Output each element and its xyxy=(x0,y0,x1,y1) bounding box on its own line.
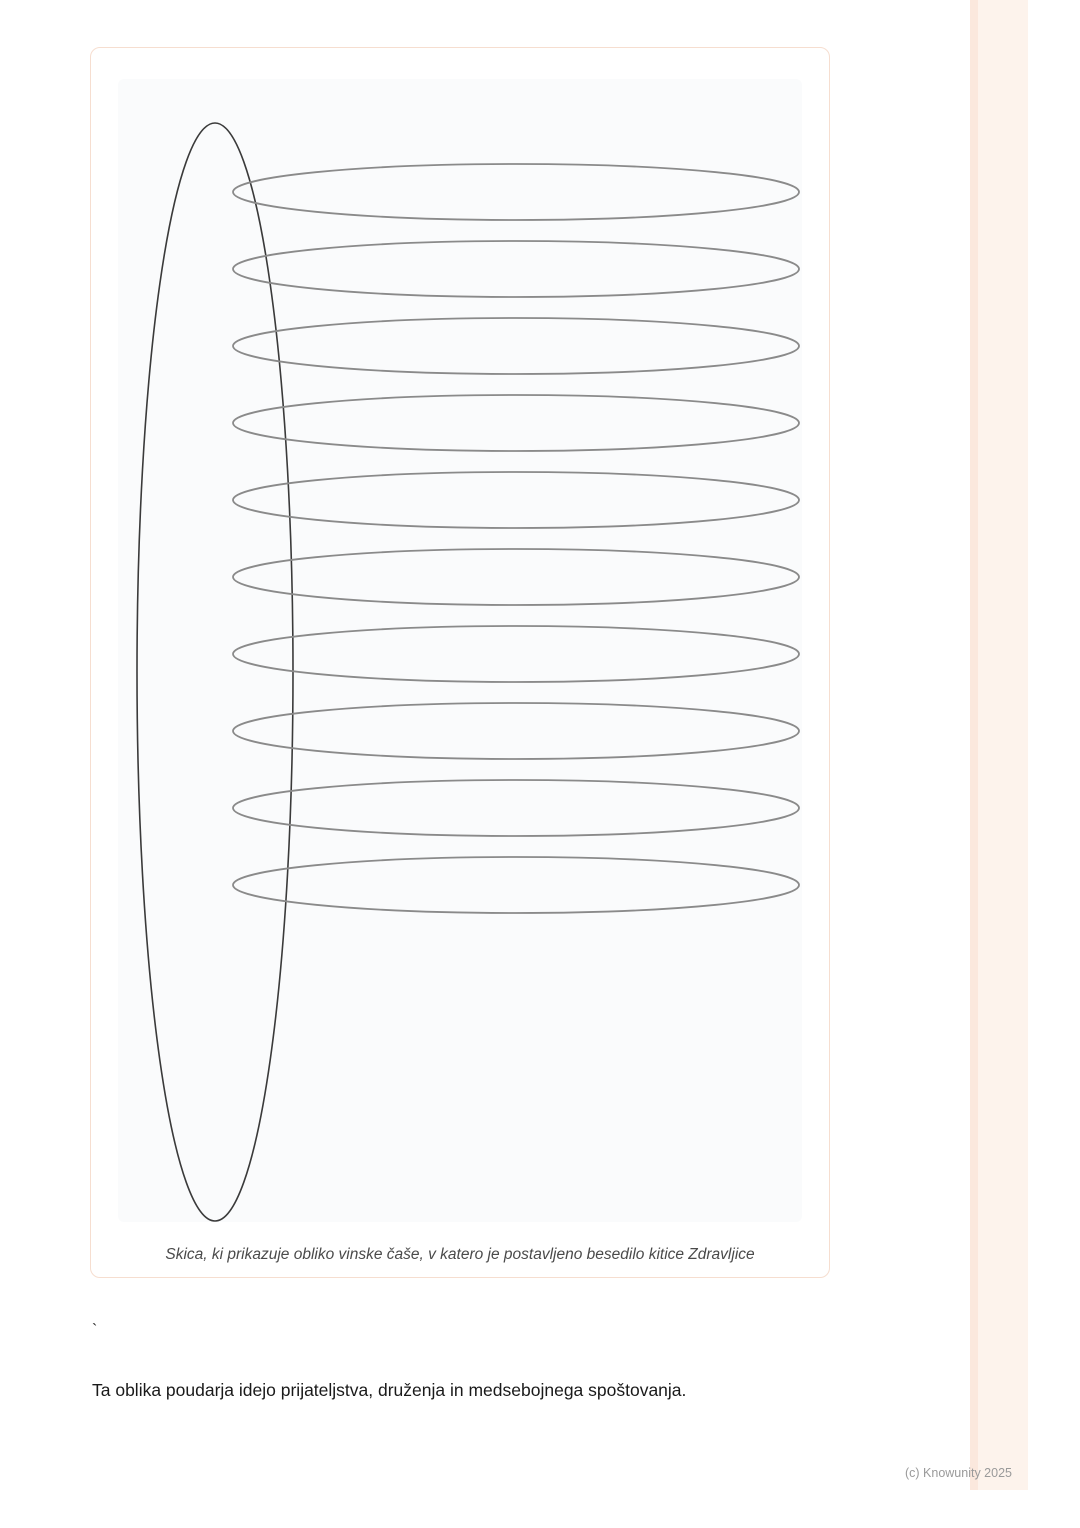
figure-canvas xyxy=(118,79,802,1222)
figure-caption: Skica, ki prikazuje obliko vinske čaše, v katero je postavljeno besedilo kitice Zdravljice xyxy=(165,1246,755,1263)
figure-card xyxy=(90,47,830,1278)
verse-ellipse-8 xyxy=(233,703,799,759)
body-paragraph: Ta oblika poudarja idejo prijateljstva, druženja in medsebojnega spoštovanja. xyxy=(92,1380,687,1400)
wine-glass-sketch-svg xyxy=(118,79,802,1222)
verse-ellipse-1 xyxy=(233,164,799,220)
stray-backtick-text: ` xyxy=(92,1322,98,1339)
verse-ellipse-4 xyxy=(233,395,799,451)
verse-ellipse-6 xyxy=(233,549,799,605)
page-accent-band-inner xyxy=(978,0,1028,1490)
verse-ellipse-9 xyxy=(233,780,799,836)
verse-ellipse-7 xyxy=(233,626,799,682)
glass-outline-ellipse xyxy=(137,123,293,1221)
verse-ellipse-2 xyxy=(233,241,799,297)
verse-ellipse-5 xyxy=(233,472,799,528)
verse-ellipse-3 xyxy=(233,318,799,374)
footer-credit: (c) Knowunity 2025 xyxy=(904,1466,1012,1480)
verse-ellipse-10 xyxy=(233,857,799,913)
